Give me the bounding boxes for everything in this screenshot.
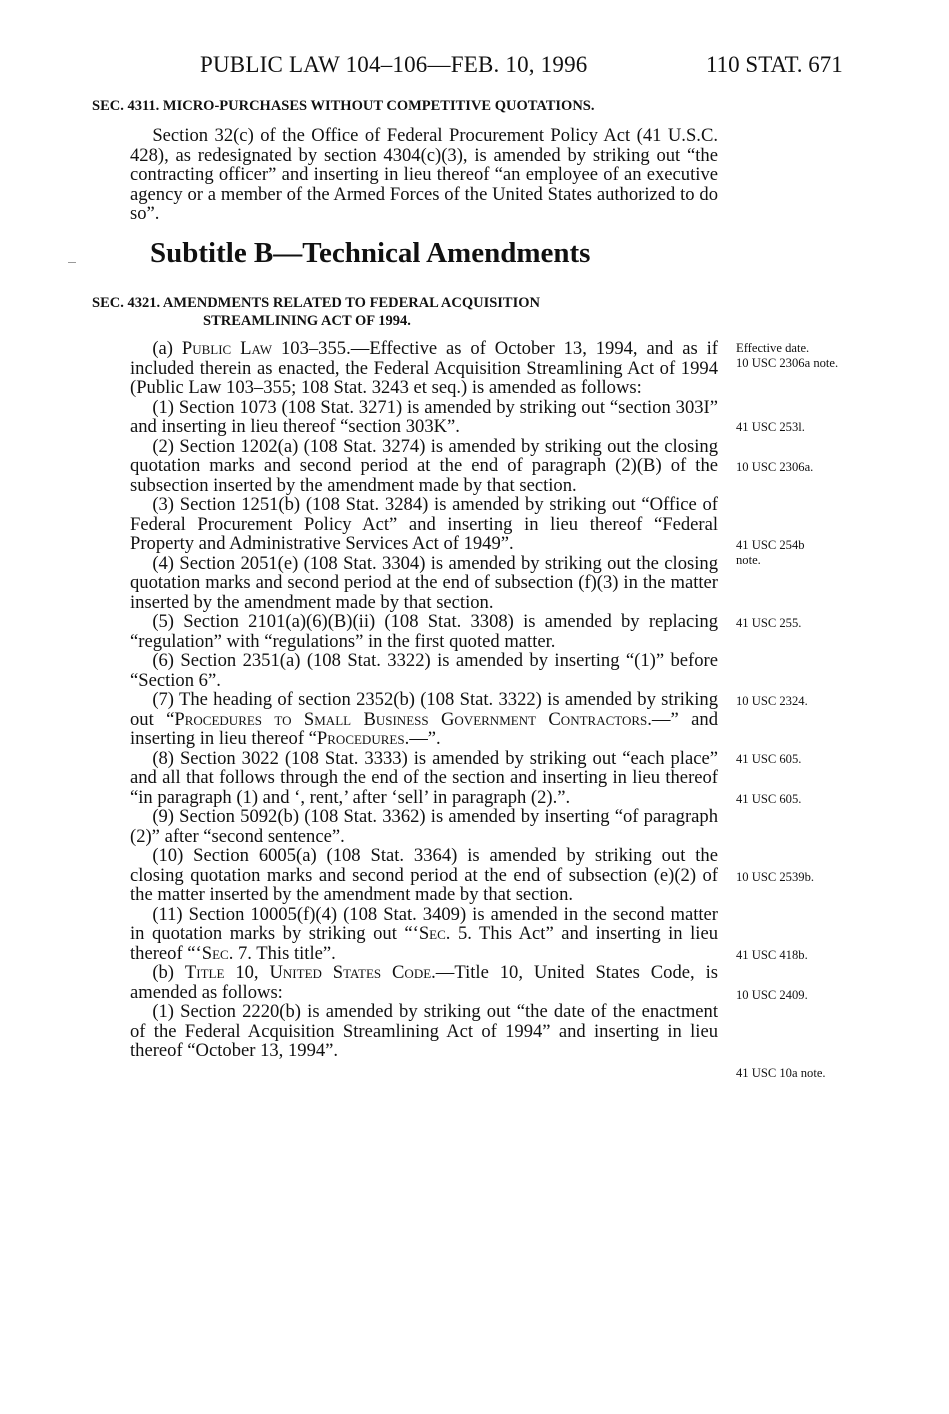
margin-note-item-10: 10 USC 2409. <box>736 988 808 1002</box>
margin-note-item-1: 41 USC 253l. <box>736 420 805 434</box>
item-1-paragraph: (1) Section 1073 (108 Stat. 3271) is amended by striking out “section 303I” and inserting in lieu thereof “section 303K”. <box>130 396 718 437</box>
item-4-paragraph: (4) Section 2051(e) (108 Stat. 3304) is amended by striking out the closing quotation marks and second period at the end of subsection (f)(3) in the matter inserted by the amendment made by that section. <box>130 552 718 613</box>
subsection-b-text: .—Title 10, United States Code, is amended as follows: <box>130 962 718 1003</box>
subsection-a-text: .—Effective as of October 13, 1994, and as if included therein as enacted, the Federal Acquisition Streamlining Act of 1994 (Public Law 103–355; 108 Stat. 3243 et seq.) is amended as follows: <box>130 338 718 398</box>
section-4311-paragraph: Section 32(c) of the Office of Federal Procurement Policy Act (41 U.S.C. 428), as redesignated by section 4304(c)(3), is amended by striking out “the contracting officer” and inserting in lieu thereof “an employee of an executive agency or a member of the Armed Forces of the United States authorized to do so”. <box>130 125 718 224</box>
item-7-text-c: .—”. <box>404 728 441 749</box>
section-4321-heading-line1: SEC. 4321. AMENDMENTS RELATED TO FEDERAL ACQUISITION <box>92 295 540 311</box>
margin-note-item-3: 41 USC 254b note. <box>736 538 805 567</box>
margin-note-item-9: 41 USC 418b. <box>736 948 808 962</box>
margin-note-item-5: 10 USC 2324. <box>736 694 808 708</box>
item-11-text-a: (11) Section 10005(f)(4) (108 Stat. 3409) is amended in the second matter in quotation marks by striking out “‘ <box>130 903 718 944</box>
item-7-smallcaps-1: Procedures to Small Business Government Contractors <box>174 708 648 730</box>
margin-note-10-usc-2306a-note: 10 USC 2306a note. <box>736 356 839 370</box>
running-header <box>0 52 949 86</box>
item-11-text-c: . 7. This title”. <box>228 942 336 964</box>
section-4321-heading <box>92 294 722 330</box>
subsection-b-item-1-paragraph: (1) Section 2220(b) is amended by striking out “the date of the enactment of the Federal Acquisition Streamlining Act of 1994” and inserting in lieu thereof “October 13, 1994”. <box>130 1001 718 1061</box>
item-7-text-a: (7) The heading of section 2352(b) (108 Stat. 3322) is amended by striking out “ <box>130 689 718 730</box>
subsection-b-paragraph <box>130 963 718 1002</box>
item-9-paragraph: (9) Section 5092(b) (108 Stat. 3362) is amended by inserting “of paragraph (2)” after “second sentence”. <box>130 806 718 847</box>
subsection-b-title: Title 10, United States Code <box>184 962 432 983</box>
margin-note-effective-date <box>736 341 846 371</box>
subtitle-heading: Subtitle B—Technical Amendments <box>150 237 591 269</box>
item-6-paragraph: (6) Section 2351(a) (108 Stat. 3322) is amended by inserting “(1)” before “Section 6”. <box>130 650 718 691</box>
margin-note-item-8: 10 USC 2539b. <box>736 870 815 884</box>
item-3-paragraph: (3) Section 1251(b) (108 Stat. 3284) is amended by striking out “Office of Federal Procurement Policy Act” and inserting in lieu thereof “Federal Property and Administrative Services Act of 1949”. <box>130 494 718 554</box>
item-10-paragraph: (10) Section 6005(a) (108 Stat. 3364) is amended by striking out the closing quotation marks and second period at the end of subsection (e)(2) of the matter inserted by the amendment made by that section. <box>130 845 718 905</box>
subsection-a-title: Public Law 103–355 <box>181 338 347 359</box>
item-5-paragraph: (5) Section 2101(a)(6)(B)(ii) (108 Stat. 3308) is amended by replacing “regulation” with “regulations” in the first quoted matter. <box>130 611 718 652</box>
item-11-paragraph <box>130 905 718 964</box>
subsection-a-label: (a) <box>152 338 182 359</box>
item-7-text-b: .—” and inserting in lieu thereof “ <box>130 708 718 749</box>
margin-note-item-7: 41 USC 605. <box>736 792 802 806</box>
margin-note-item-2: 10 USC 2306a. <box>736 460 814 474</box>
item-7-smallcaps-2: Procedures <box>316 728 405 749</box>
section-4311-heading: SEC. 4311. MICRO-PURCHASES WITHOUT COMPETITIVE QUOTATIONS. <box>92 98 595 114</box>
item-2-paragraph: (2) Section 1202(a) (108 Stat. 3274) is amended by striking out the closing quotation marks and second period at the end of paragraph (2)(B) of the subsection inserted by the amendment made by that section. <box>130 435 718 496</box>
margin-dash-mark <box>68 262 76 263</box>
item-8-paragraph: (8) Section 3022 (108 Stat. 3333) is amended by striking out “each place” and all that follows through the end of the section and inserting in lieu thereof “in paragraph (1) and ‘, rent,’ after ‘sell’ in paragraph (2).”. <box>130 747 718 808</box>
statute-page-number: 110 STAT. 671 <box>706 52 843 77</box>
item-7-paragraph <box>130 690 718 749</box>
margin-note-item-4: 41 USC 255. <box>736 616 802 630</box>
item-11-smallcaps-1: Sec <box>418 923 446 944</box>
public-law-title: PUBLIC LAW 104–106—FEB. 10, 1996 <box>200 52 588 77</box>
item-11-smallcaps-2: Sec <box>201 942 229 964</box>
section-4311-body <box>130 126 718 224</box>
subsection-a-paragraph <box>130 339 718 398</box>
margin-note-item-11: 41 USC 10a note. <box>736 1066 826 1080</box>
margin-note-effective-label: Effective date. <box>736 341 810 355</box>
section-4321-body <box>130 339 718 1061</box>
item-11-text-b: . 5. This Act” and inserting in lieu thereof “‘ <box>130 923 719 964</box>
margin-note-item-6: 41 USC 605. <box>736 752 802 766</box>
subsection-b-label: (b) <box>152 962 185 983</box>
section-4321-heading-line2: STREAMLINING ACT OF 1994. <box>203 313 411 329</box>
